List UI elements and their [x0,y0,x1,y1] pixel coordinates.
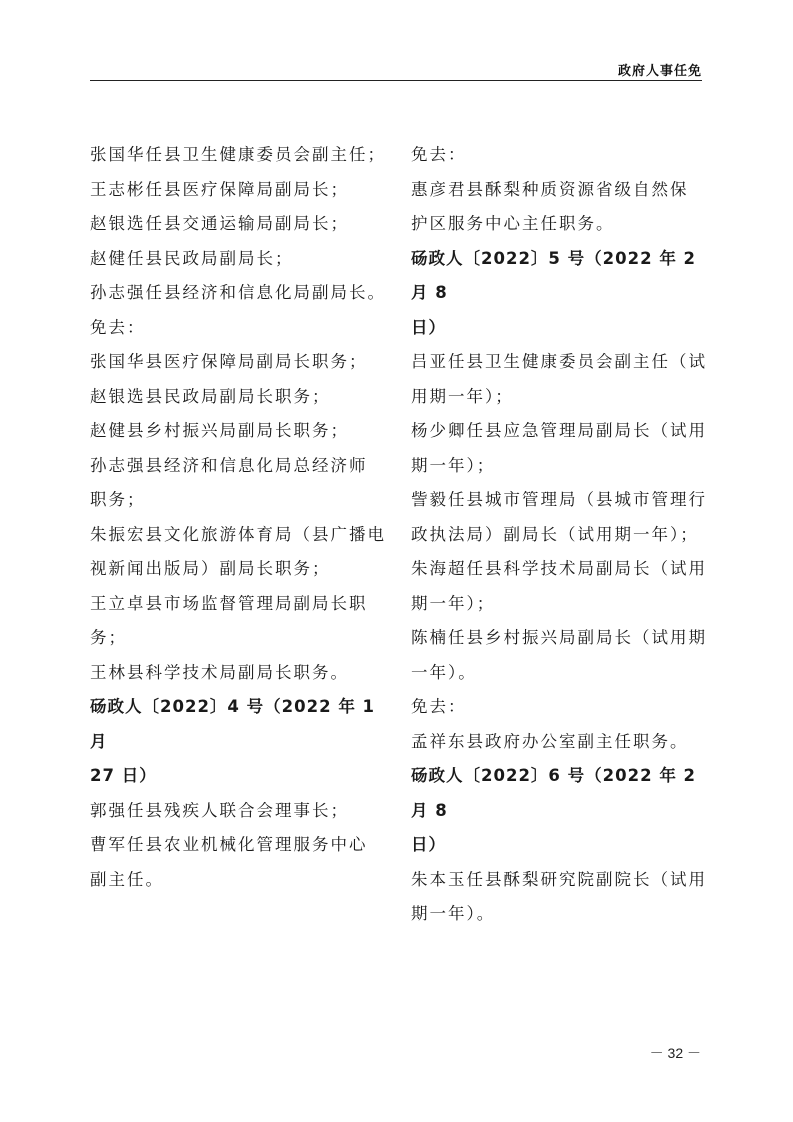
appointment-line: 郭强任县残疾人联合会理事长； [90,800,349,820]
appointment-line: 杨少卿任县应急管理局副局长（试用 期一年）； [411,421,707,475]
document-number-heading: 砀政人〔2022〕4 号（2022 年 1 月 27 日） [90,697,376,785]
document-number-heading: 砀政人〔2022〕6 号（2022 年 2 月 8 日） [411,766,697,854]
removal-heading: 免去： [411,697,467,716]
removal-line: 赵银选县民政局副局长职务； [90,386,331,406]
removal-line: 赵健县乡村振兴局副局长职务； [90,421,349,440]
appointment-line: 赵健任县民政局副局长； [90,248,294,268]
right-column [411,138,711,932]
document-number-heading: 砀政人〔2022〕5 号（2022 年 2 月 8 日） [411,248,697,337]
appointment-line: 王志彬任县医疗保障局副局长； [90,179,349,199]
removal-line: 王林县科学技术局副局长职务。 [90,662,349,682]
appointment-line: 曹军任县农业机械化管理服务中心 副主任。 [90,835,368,889]
appointment-line: 赵银选任县交通运输局副局长； [90,214,349,233]
appointment-line: 吕亚任县卫生健康委员会副主任（试 用期一年）； [411,352,707,406]
appointment-line: 张国华任县卫生健康委员会副主任； [90,145,386,164]
header-title: 政府人事任免 [617,64,702,79]
page-header [90,58,702,81]
appointment-line: 朱海超任县科学技术局副局长（试用 期一年）； [411,559,707,613]
removal-line: 王立卓县市场监督管理局副局长职 务； [90,593,368,647]
removal-line: 朱振宏县文化旅游体育局（县广播电 视新闻出版局）副局长职务； [90,524,386,578]
appointment-line: 訾毅任县城市管理局（县城市管理行 政执法局）副局长（试用期一年）； [411,490,707,544]
removal-line: 张国华县医疗保障局副局长职务； [90,352,368,371]
appointment-line: 孙志强任县经济和信息化局副局长。 [90,283,386,302]
removal-heading: 免去： [411,145,467,164]
removal-line: 惠彦君县酥梨种质资源省级自然保 护区服务中心主任职务。 [411,179,689,233]
removal-heading: 免去： [90,317,146,337]
removal-line: 孟祥东县政府办公室副主任职务。 [411,731,689,751]
page-number: － 32 － [649,1045,701,1061]
left-column [90,138,390,897]
appointment-line: 陈楠任县乡村振兴局副局长（试用期 一年）。 [411,628,707,682]
appointment-line: 朱本玉任县酥梨研究院副院长（试用 期一年）。 [411,869,707,923]
removal-line: 孙志强县经济和信息化局总经济师 职务； [90,455,368,509]
